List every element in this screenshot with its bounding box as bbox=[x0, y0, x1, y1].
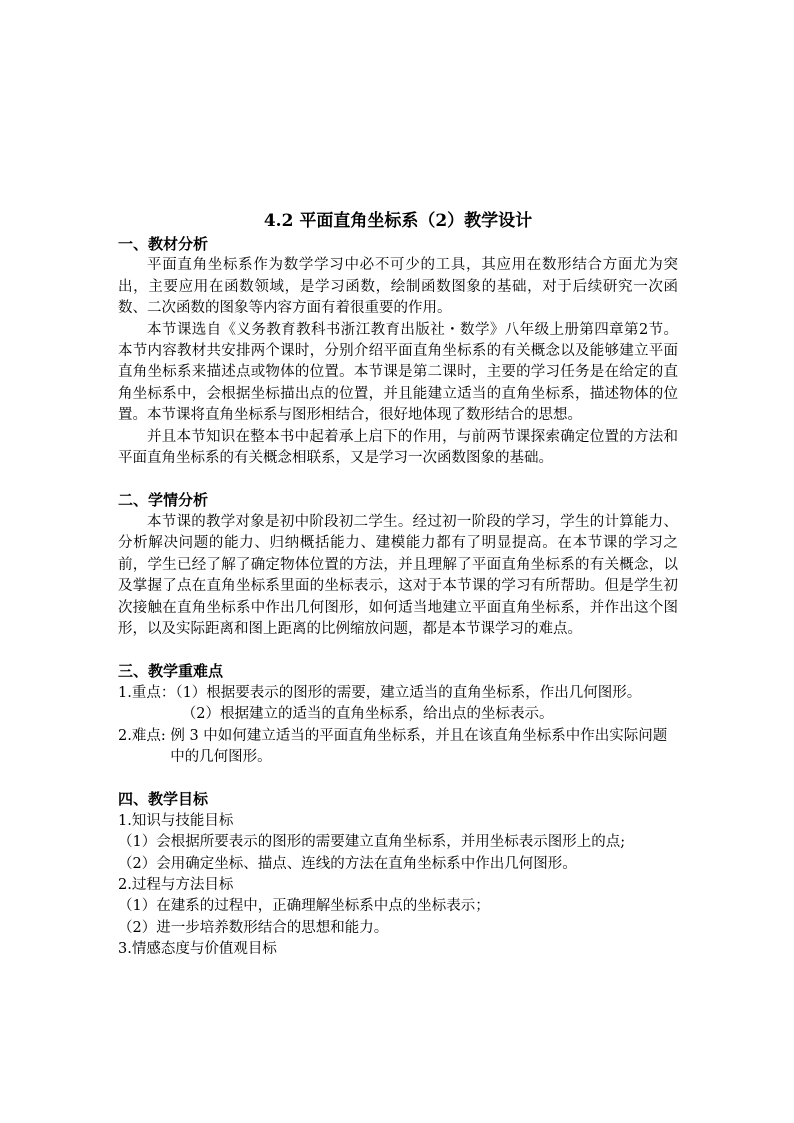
objective-item: （2）会用确定坐标、描点、连线的方法在直角坐标系中作出几何图形。 bbox=[118, 855, 577, 872]
objective-group-2: 2.过程与方法目标 bbox=[118, 876, 234, 893]
objective-item: （1）在建系的过程中，正确理解坐标系中点的坐标表示； bbox=[118, 898, 490, 915]
paragraph: 平面直角坐标系作为数学学习中必不可少的工具，其应用在数形结合方面尤为突出，主要应用在函数领域，是学习函数，绘制函数图象的基础，对于后续研究一次函数、二次函数的图象等内容方面有着很重要的作用。 bbox=[118, 257, 678, 317]
section-heading-objectives: 四、教学目标 bbox=[118, 790, 209, 809]
objective-group-1: 1.知识与技能目标 bbox=[118, 812, 234, 829]
difficulty-point: 2.难点: 例 3 中如何建立适当的平面直角坐标系，并且在该直角坐标系中作出实际问题中的几何图形。 bbox=[118, 727, 668, 765]
paragraph: 本节课的教学对象是初中阶段初二学生。经过初一阶段的学习，学生的计算能力、分析解决问题的能力、归纳概括能力、建模能力都有了明显提高。在本节课的学习之前，学生已经了解了确定物体位置的方法，并且理解了平面直角坐标系的有关概念，以及掌握了点在直角坐标系里面的坐标表示，这对于本节课的学习有所帮助。但是学生初次接触在直角坐标系中作出几何图形，如何适当地建立平面直角坐标系，并作出这个图形，以及实际距离和图上距离的比例缩放问题，都是本节课学习的难点。 bbox=[118, 513, 678, 637]
document-title: 4.2 平面直角坐标系（2）教学设计 bbox=[263, 211, 533, 231]
spacer bbox=[118, 768, 678, 789]
paragraph: 本节课选自《义务教育教科书浙江教育出版社・数学》八年级上册第四章第2节。本节内容教材共安排两个课时，分别介绍平面直角坐标系的有关概念以及能够建立平面直角坐标系来描述点或物体的位置。本节课是第二课时，主要的学习任务是在给定的直角坐标系中，会根据坐标描出点的位置，并且能建立适当的直角坐标系，描述物体的位置。本节课将直角坐标系与图形相结合，很好地体现了数形结合的思想。 bbox=[118, 321, 678, 424]
key-point-1: 1.重点：（1）根据要表示的图形的需要，建立适当的直角坐标系，作出几何图形。 bbox=[118, 684, 642, 701]
spacer bbox=[118, 469, 678, 490]
objective-item: （2）进一步培养数形结合的思想和能力。 bbox=[118, 919, 389, 936]
section-heading-textbook-analysis: 一、教材分析 bbox=[118, 235, 209, 253]
paragraph: 并且本节知识在整本书中起着承上启下的作用，与前两节课探索确定位置的方法和平面直角坐标系的有关概念相联系，又是学习一次函数图象的基础。 bbox=[118, 428, 678, 467]
objective-group-3: 3.情感态度与价值观目标 bbox=[118, 941, 277, 958]
spacer bbox=[118, 640, 678, 661]
key-point-2: （2）根据建立的适当的直角坐标系，给出点的坐标表示。 bbox=[181, 706, 554, 723]
objective-item: （1）会根据所要表示的图形的需要建立直角坐标系，并用坐标表示图形上的点; bbox=[118, 834, 626, 851]
document-page bbox=[118, 210, 678, 961]
section-heading-student-analysis: 二、学情分析 bbox=[118, 491, 209, 510]
section-heading-key-points: 三、教学重难点 bbox=[118, 662, 224, 681]
